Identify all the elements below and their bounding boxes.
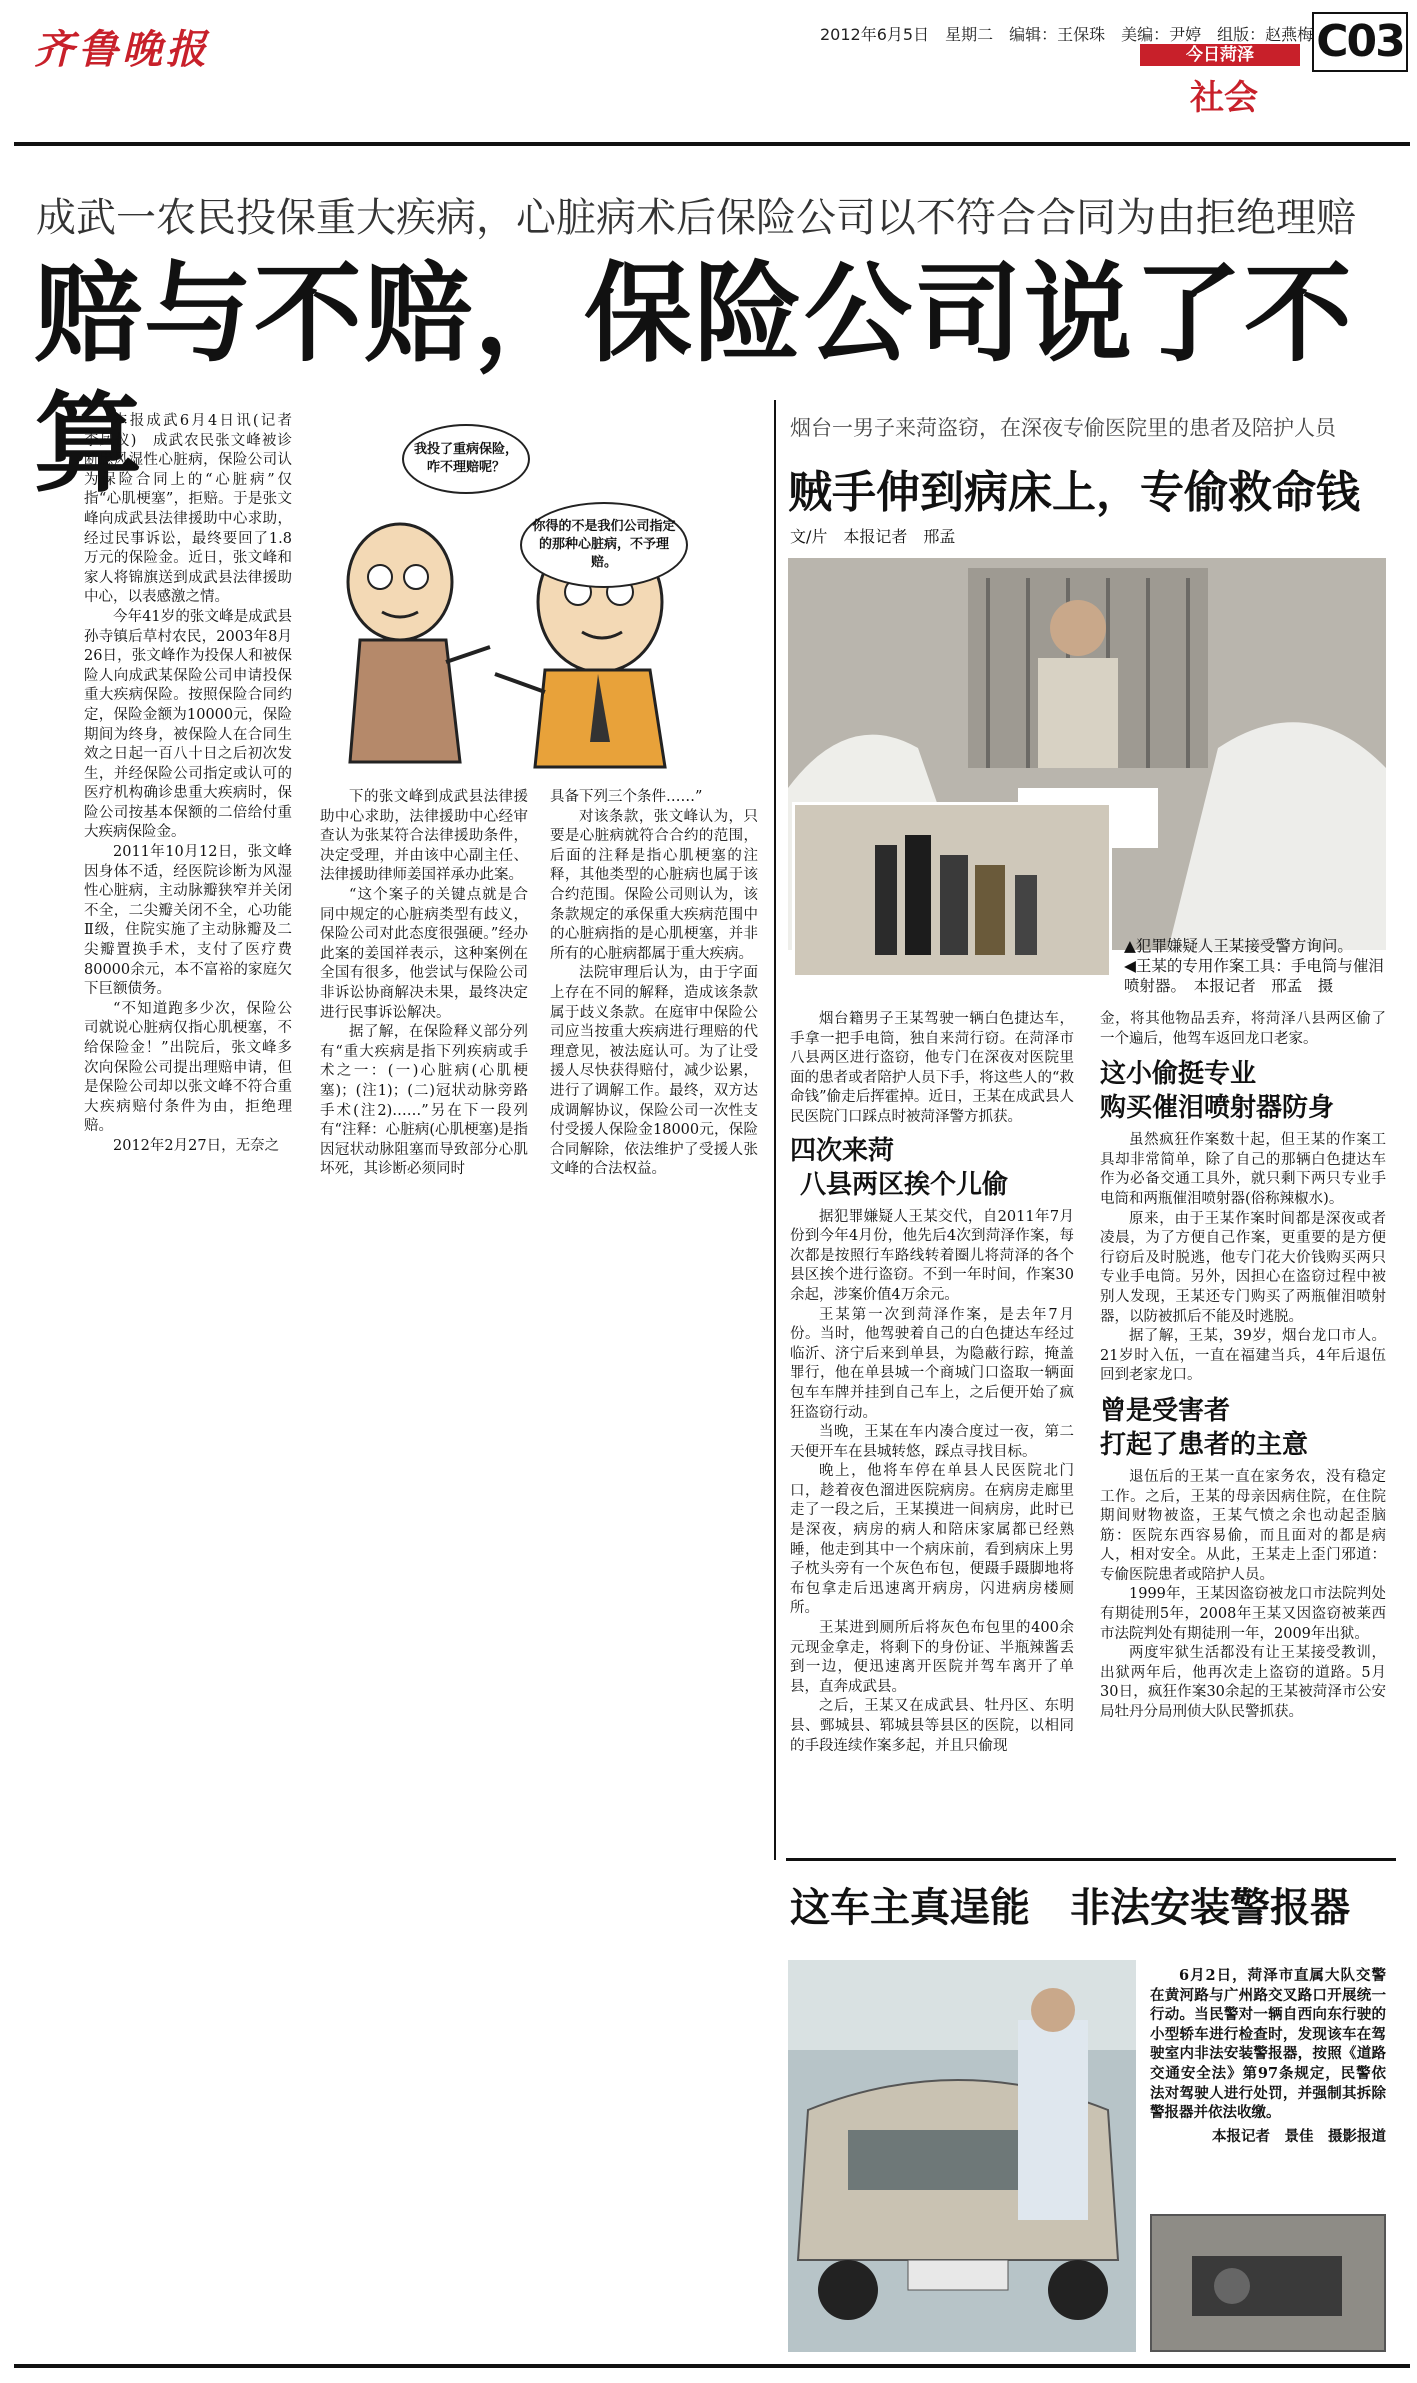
story2-headline: 贼手伸到病床上，专偷救命钱 xyxy=(788,467,1360,518)
paragraph: 王某进到厕所后将灰色布包里的400余元现金拿走，将剩下的身份证、半瓶辣酱丢到一边，便迅速离开医院并驾车离开了单县，直奔成武县。 xyxy=(790,1620,1074,1695)
tools-photo xyxy=(792,802,1112,978)
paragraph: 对该条款，张文峰认为，只要是心脏病就符合合约的范围，后面的注释是指心肌梗塞的注释，其他类型的心脏病也属于该合约范围。保险公司则认为，该条款规定的承保重大疾病范围中的心脏病指的是心肌梗塞，并非所有的心脏病都属于重大疾病。 xyxy=(550,808,758,962)
story1-col3 xyxy=(550,788,758,1180)
subheading-line: 购买催泪喷射器防身 xyxy=(1100,1093,1335,1124)
paragraph: 虽然疯狂作案数十起，但王某的作案工具却非常简单，除了自己的那辆白色捷达车作为必备交通工具外，就只剩下两只专业手电筒和两瓶催泪喷射器(俗称辣椒水)。 xyxy=(1100,1132,1386,1207)
photo-caption-1: ▲犯罪嫌疑人王某接受警方询问。 xyxy=(1124,937,1353,955)
paragraph: 今年41岁的张文峰是成武县孙寺镇后草村农民，2003年8月26日，张文峰作为投保人和被保险人向成武某保险公司申请投保重大疾病保险。按照保险合同约定，保险金额为10000元，保险期间为终身，被保险人在合同生效之日起一百八十日之后初次发生，并经保险公司指定或认可的医疗机构确诊患重大疾病时，保险公司按基本保额的二倍给付重大疾病保险金。 xyxy=(84,608,292,841)
story1-headline: 赔与不赔，保险公司说了不算 xyxy=(34,252,1355,507)
paragraph: 6月2日，菏泽市直属大队交警在黄河路与广州路交叉路口开展统一行动。当民警对一辆自西向东行驶的小型轿车进行检查时，发现该车在驾驶室内非法安装警报器，按照《道路交通安全法》第97条规定，民警依法对驾驶人进行处罚，并强制其拆除警报器并依法收缴。 xyxy=(1150,1967,1386,2122)
paragraph: 之后，王某又在成武县、牡丹区、东明县、鄄城县、郓城县等县区的医院，以相同的手段连续作案多起，并且只偷现 xyxy=(790,1698,1074,1754)
paragraph: 退伍后的王某一直在家务农，没有稳定工作。之后，王某的母亲因病住院，在住院期间财物被盗，王某气愤之余也动起歪脑筋：医院东西容易偷，而且面对的都是病人，相对安全。从此，王某走上歪门邪道：专偷医院患者或陪护人员。 xyxy=(1100,1468,1386,1583)
paragraph: 烟台籍男子王某驾驶一辆白色捷达车，手拿一把手电筒，独自来菏行窃。在菏泽市八县两区进行盗窃，他专门在深夜对医院里面的患者或者陪护人员下手，将这些人的“救命钱”偷走后挥霍掉。近日，王某在成武县人民医院门口踩点时被菏泽警方抓获。 xyxy=(790,1011,1074,1125)
paragraph: 具备下列三个条件……” xyxy=(550,789,703,805)
date-line: 2012年6月5日 星期二 编辑：王保珠 美编：尹婷 组版：赵燕梅 xyxy=(820,25,1314,44)
paragraph: 下的张文峰到成武县法律援助中心求助，法律援助中心经审查认为张某符合法律援助条件，决定受理，并由该中心副主任、法律援助律师姜国祥承办此案。 xyxy=(320,789,528,884)
alarm-device-photo xyxy=(1150,2214,1386,2352)
paragraph: “这个案子的关键点就是合同中规定的心脏病类型有歧义，保险公司对此态度很强硬。”经办此案的姜国祥表示，这种案例在全国有很多，他尝试与保险公司非诉讼协商解决未果，最终决定进行民事诉讼解决。 xyxy=(320,886,528,1021)
paragraph: 原来，由于王某作案时间都是深夜或者凌晨，为了方便自己作案，更重要的是方便行窃后及时脱逃，他专门花大价钱购买两只专业手电筒。另外，因担心在盗窃过程中被别人发现，王某还专门购买了两瓶催泪喷射器，以防被抓后不能及时逃脱。 xyxy=(1100,1210,1386,1325)
story2-byline: 文/片 本报记者 邢孟 xyxy=(790,527,956,546)
story2-colA xyxy=(790,1010,1074,1756)
photo-caption-2: ◀王某的专用作案工具：手电筒与催泪喷射器。 本报记者 邢孟 摄 xyxy=(1124,957,1384,995)
paragraph: 两度牢狱生活都没有让王某接受教训，出狱两年后，他再次走上盗窃的道路。5月30日，疯狂作案30余起的王某被菏泽市公安局牡丹分局刑侦大队民警抓获。 xyxy=(1100,1645,1386,1721)
photo-image xyxy=(795,805,1112,978)
subheading-line: 这小偷挺专业 xyxy=(1100,1059,1257,1090)
subheading-line: 四次来菏 xyxy=(790,1135,895,1166)
paragraph: “不知道跑多少次，保险公司就说心脏病仅指心肌梗塞，不给保险金！”出院后，张文峰多次向保险公司提出理赔申请，但是保险公司却以张文峰不符合重大疾病赔付条件为由，拒绝理赔。 xyxy=(84,1000,292,1135)
subheading-line: 八县两区挨个儿偷 xyxy=(800,1169,1009,1200)
speech-bubble-left: 我投了重病保险，咋不理赔呢？ xyxy=(402,424,530,494)
column-divider xyxy=(774,400,776,1860)
paragraph: 本报成武6月4日讯(记者 李凤仪) 成武农民张文峰被诊断患风湿性心脏病，保险公司认为保险合同上的“心脏病”仅指“心肌梗塞”，拒赔。于是张文峰向成武县法律援助中心求助，经过民事诉讼，最终要回了1.8万元的保险金。近日，张文峰和家人将锦旗送到成武县法律援助中心，以表感激之情。 xyxy=(84,413,307,606)
story-divider xyxy=(786,1858,1396,1861)
story2-colB xyxy=(1100,1010,1386,1723)
story2-kicker: 烟台一男子来菏盗窃，在深夜专偷医院里的患者及陪护人员 xyxy=(790,416,1336,440)
paragraph: 据了解，在保险释义部分列有“重大疾病是指下列疾病或手术之一：(一)心脏病(心肌梗塞)；(注1)；(二)冠状动脉旁路手术(注2)……”另在下一段列有“注释：心脏病(心肌梗塞)是指因冠状动脉阻塞而导致部分心肌坏死，其诊断必须同时 xyxy=(320,1024,528,1178)
paragraph: 据了解，王某，39岁，烟台龙口市人。21岁时入伍，一直在福建当兵，4年后退伍回到老家龙口。 xyxy=(1100,1328,1386,1384)
photo-credit: 本报记者 景佳 摄影报道 xyxy=(1212,2127,1386,2145)
story3-headline: 这车主真逞能 非法安装警报器 xyxy=(790,1885,1350,1931)
paragraph: 金，将其他物品丢弃，将菏泽八县两区偷了一个遍后，他驾车返回龙口老家。 xyxy=(1100,1011,1386,1047)
masthead-logo: 齐鲁晚报 xyxy=(34,26,210,73)
subheading-line: 打起了患者的主意 xyxy=(1100,1429,1309,1460)
cartoon-illustration xyxy=(320,412,700,782)
paragraph: 1999年，王某因盗窃被龙口市法院判处有期徒刑5年，2008年王某又因盗窃被莱西市法院判处有期徒刑一年，2009年出狱。 xyxy=(1100,1586,1386,1642)
paragraph: 2012年2月27日，无奈之 xyxy=(113,1137,280,1154)
photo-image xyxy=(1152,2216,1386,2352)
story1-col2 xyxy=(320,788,528,1180)
paragraph: 当晚，王某在车内凑合度过一夜，第二天便开车在县城转悠，踩点寻找目标。 xyxy=(790,1424,1074,1460)
photo-image xyxy=(788,1960,1136,2352)
car-photo xyxy=(788,1960,1136,2352)
edition-bar: 今日菏泽 xyxy=(1140,44,1300,66)
paragraph: 王某第一次到菏泽作案，是去年7月份。当时，他驾驶着自己的白色捷达车经过临沂、济宁后来到单县，为隐蔽行踪，掩盖罪行，他在单县城一个商城门口盗取一辆面包车车牌并挂到自己车上，之后便开始了疯狂盗窃行动。 xyxy=(790,1306,1074,1421)
paragraph: 晚上，他将车停在单县人民医院北门口，趁着夜色溜进医院病房。在病房走廊里走了一段之后，王某摸进一间病房，此时已是深夜，病房的病人和陪床家属都已经熟睡，他走到其中一个病床前，看到病床上男子枕头旁有一个灰色布包，便蹑手蹑脚地将布包拿走后迅速离开病房，闪进病房楼厕所。 xyxy=(790,1463,1074,1617)
subheading-line: 曾是受害者 xyxy=(1100,1395,1231,1426)
story3-body xyxy=(1150,1966,1386,2146)
paragraph: 据犯罪嫌疑人王某交代，自2011年7月份到今年4月份，他先后4次到菏泽作案，每次都是按照行车路线转着圈儿将菏泽的各个县区挨个进行盗窃。不到一年时间，作案30余起，涉案价值4万余元。 xyxy=(790,1208,1074,1303)
story1-col1 xyxy=(84,412,307,1157)
page-number: C03 xyxy=(1312,12,1408,72)
paragraph: 2011年10月12日，张文峰因身体不适，经医院诊断为风湿性心脏病，主动脉瓣狭窄并关闭不全，二尖瓣关闭不全，心功能Ⅱ级，住院实施了主动脉瓣及二尖瓣置换手术，支付了医疗费80000余元，本不富裕的家庭欠下巨额债务。 xyxy=(84,844,292,998)
paragraph: 法院审理后认为，由于字面上存在不同的解释，造成该条款属于歧义条款。在庭审中保险公司应当按重大疾病进行理赔的代理意见，被法庭认可。为了让受援人尽快获得赔付，减少讼累，进行了调解工作。最终，双方达成调解协议，保险公司一次性支付受援人保险金18000元，保险合同解除，依法维护了受援人张文峰的合法权益。 xyxy=(550,965,758,1178)
bottom-rule xyxy=(14,2364,1410,2368)
speech-bubble-right: 你得的不是我们公司指定的那种心脏病，不予理赔。 xyxy=(520,502,688,588)
top-rule xyxy=(14,142,1410,146)
story1-subhead: 成武一农民投保重大疾病，心脏病术后保险公司以不符合合同为由拒绝理赔 xyxy=(36,195,1356,241)
section-title: 社会 xyxy=(1190,78,1258,118)
